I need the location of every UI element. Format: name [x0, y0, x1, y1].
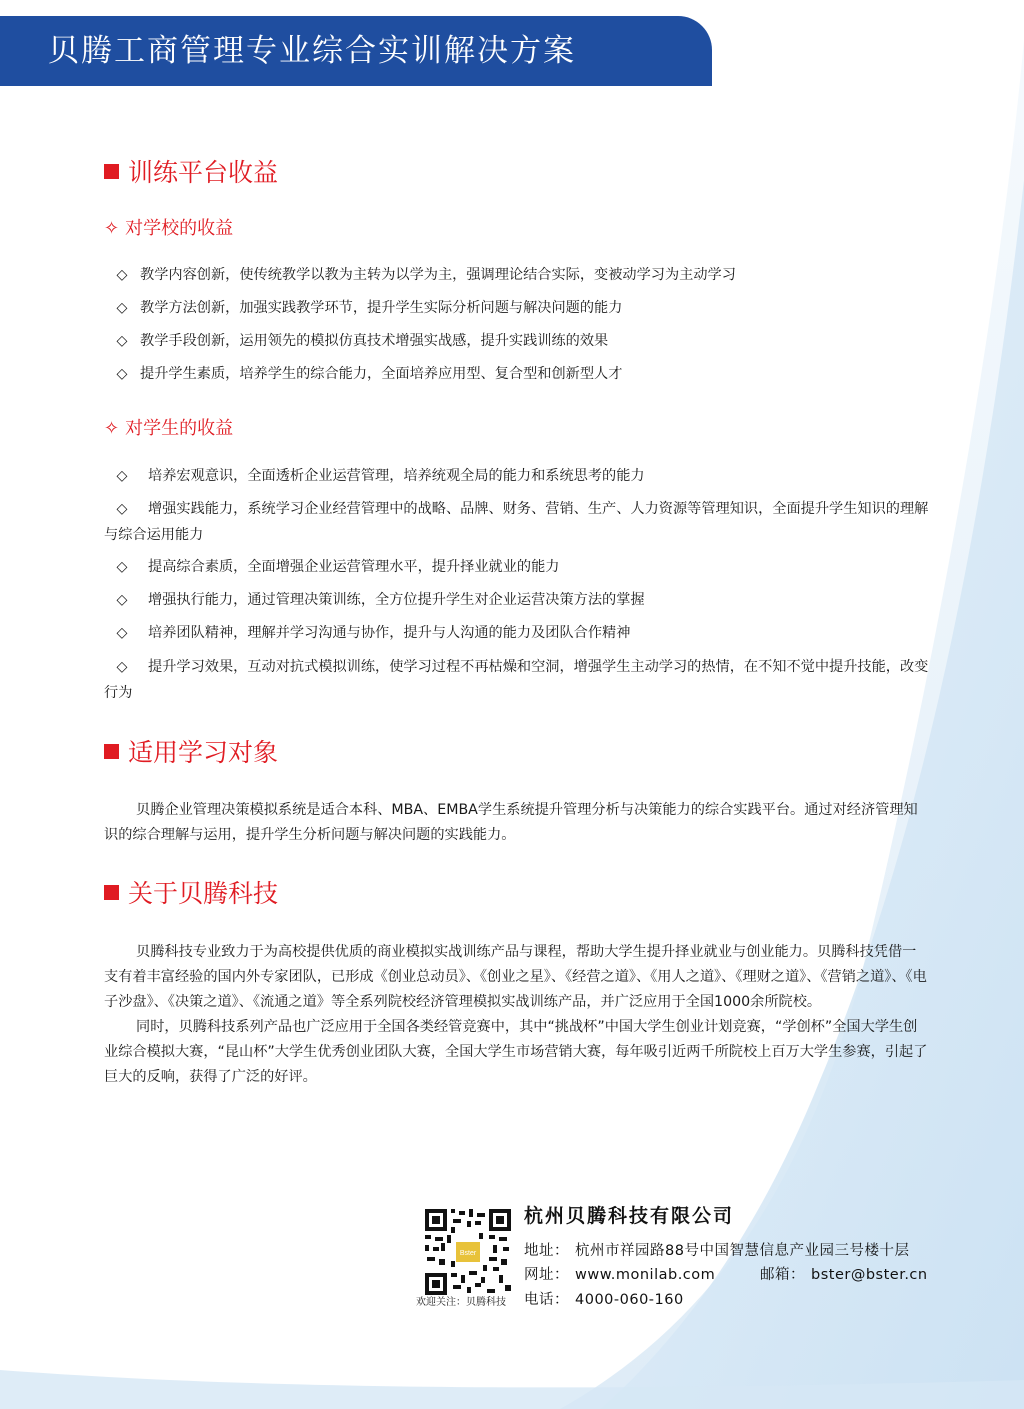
red-square-icon [104, 744, 119, 759]
list-item: ◇ 提升学习效果，互动对抗式模拟训练，使学习过程不再枯燥和空洞，增强学生主动学习的热情，在不知不觉中提升技能，改变行为 [104, 654, 930, 706]
web-line [524, 1264, 715, 1286]
page-title: 贝腾工商管理专业综合实训解决方案 [48, 33, 576, 69]
star-icon: ✧ [104, 218, 120, 239]
diamond-icon: ◇ [116, 559, 128, 575]
diamond-icon: ◇ [116, 267, 128, 283]
diamond-icon: ◇ [116, 659, 128, 675]
red-square-icon [104, 164, 119, 179]
qr-logo-text: Bster [459, 1250, 477, 1257]
list-item: ◇ 教学内容创新，使传统教学以教为主转为以学为主，强调理论结合实际，变被动学习为主动学习 [104, 262, 930, 288]
qr-code-icon [423, 1207, 513, 1297]
star-icon: ✧ [104, 418, 120, 439]
red-square-icon [104, 885, 119, 900]
address-line [524, 1240, 909, 1262]
email-line [760, 1264, 928, 1286]
address-label: 地址： [524, 1243, 569, 1259]
diamond-icon: ◇ [116, 468, 128, 484]
list-item: ◇ 提升学生素质，培养学生的综合能力，全面培养应用型、复合型和创新型人才 [104, 361, 930, 387]
address-value: 杭州市祥园路88号中国智慧信息产业园三号楼十层 [575, 1243, 910, 1259]
about-paragraph: 贝腾科技专业致力于为高校提供优质的商业模拟实战训练产品与课程，帮助大学生提升择业就业与创业能力。贝腾科技凭借一支有着丰富经验的国内外专家团队，已形成《创业总动员》、《创业之星》、《经营之道》、《用人之道》、《理财之道》、《营销之道》、《电子沙盘》、《决策之道》、《流通之道》等全系列院校经济管理模拟实战训练产品，并广泛应用于全国1000余所院校。 同时，贝腾科技系列产品也广泛应用于全国各类经管竞赛中，其中“挑战杯”中国大学生创业计划竞赛，“学创杯”全国大学生创业综合模拟大赛，“昆山杯”大学生优秀创业团队大赛，全国大学生市场营销大赛，每年吸引近两千所院校上百万大学生参赛，引起了巨大的反响，获得了广泛的好评。 [104, 944, 928, 1085]
section-heading-about: 关于贝腾科技 [104, 877, 278, 911]
subheading-school: ✧ 对学校的收益 [104, 218, 234, 239]
qr-caption: 欢迎关注：贝腾科技 [416, 1297, 506, 1308]
email-link[interactable]: bster@bster.cn [811, 1267, 928, 1283]
section-heading-training-benefits: 训练平台收益 [104, 156, 278, 190]
list-item: ◇ 增强执行能力，通过管理决策训练，全方位提升学生对企业运营决策方法的掌握 [104, 587, 930, 613]
company-name: 杭州贝腾科技有限公司 [524, 1205, 735, 1227]
phone-line [524, 1289, 684, 1311]
web-link[interactable]: www.monilab.com [575, 1267, 716, 1283]
email-label: 邮箱： [760, 1267, 805, 1283]
list-item: ◇ 增强实践能力，系统学习企业经营管理中的战略、品牌、财务、营销、生产、人力资源等管理知识，全面提升学生知识的理解与综合运用能力 [104, 496, 930, 548]
phone-value: 4000-060-160 [575, 1292, 684, 1308]
list-item: ◇ 培养团队精神，理解并学习沟通与协作，提升与人沟通的能力及团队合作精神 [104, 620, 930, 646]
list-item: ◇ 教学手段创新，运用领先的模拟仿真技术增强实战感，提升实践训练的效果 [104, 328, 930, 354]
diamond-icon: ◇ [116, 366, 128, 382]
subheading-student: ✧ 对学生的收益 [104, 418, 234, 439]
section-heading-audience: 适用学习对象 [104, 736, 278, 770]
diamond-icon: ◇ [116, 592, 128, 608]
diamond-icon: ◇ [116, 333, 128, 349]
audience-paragraph: 贝腾企业管理决策模拟系统是适合本科、MBA、EMBA学生系统提升管理分析与决策能力的综合实践平台。通过对经济管理知识的综合理解与运用，提升学生分析问题与解决问题的实践能力。 [104, 802, 918, 843]
list-item: ◇ 培养宏观意识，全面透析企业运营管理，培养统观全局的能力和系统思考的能力 [104, 463, 930, 489]
list-item: ◇ 教学方法创新，加强实践教学环节，提升学生实际分析问题与解决问题的能力 [104, 295, 930, 321]
diamond-icon: ◇ [116, 501, 128, 517]
diamond-icon: ◇ [116, 625, 128, 641]
diamond-icon: ◇ [116, 300, 128, 316]
web-label: 网址： [524, 1267, 569, 1283]
list-item: ◇ 提高综合素质，全面增强企业运营管理水平，提升择业就业的能力 [104, 554, 930, 580]
phone-label: 电话： [524, 1292, 569, 1308]
